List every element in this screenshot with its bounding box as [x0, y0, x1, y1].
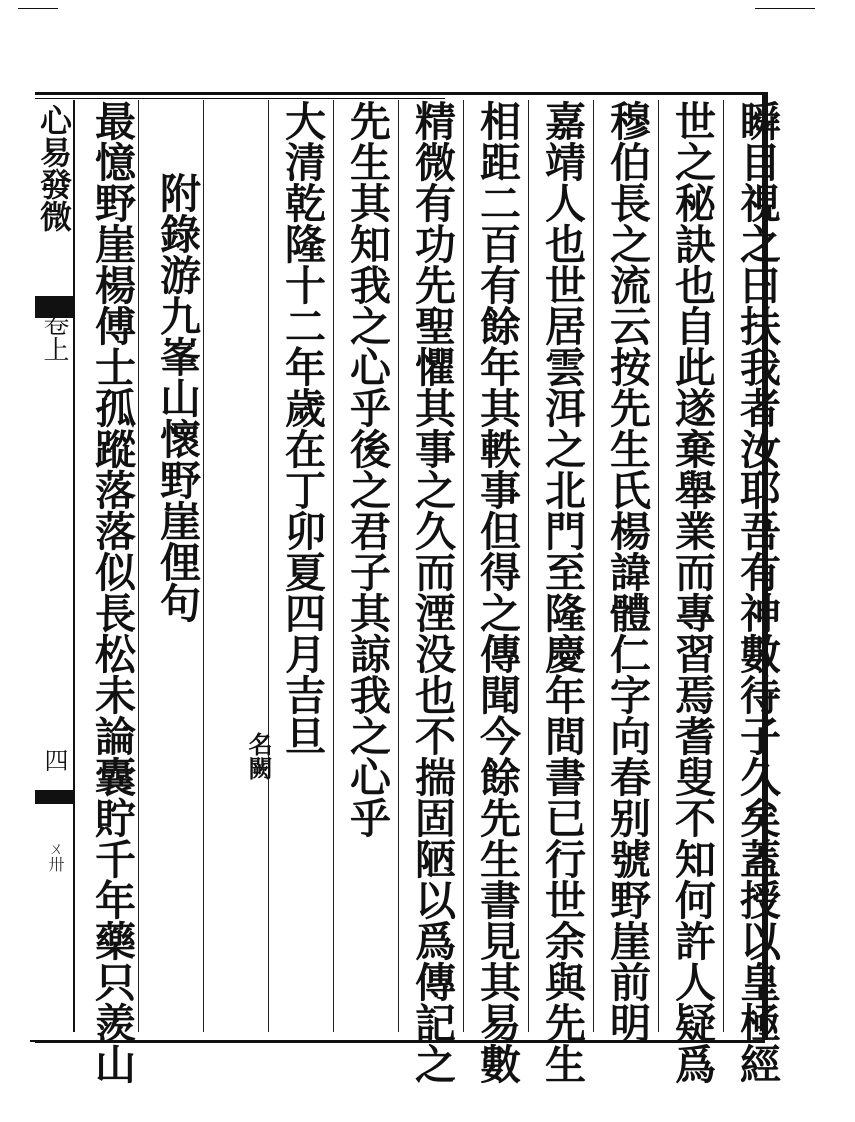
text-column-poem: 最憶野崖楊傅士孤蹤落落似長松未論囊貯千年藥只羨山 [88, 100, 136, 1084]
column-rule [268, 100, 269, 1032]
column-rule [528, 100, 529, 1032]
page-frame [35, 92, 781, 1084]
frame-top-inner-border [35, 98, 445, 99]
book-margin-strip [35, 100, 75, 1032]
text-column-8: 大清乾隆十二年歲在丁卯夏四月吉旦 [278, 100, 326, 756]
scan-corner-mark [18, 8, 58, 9]
fishtail-mark [35, 790, 73, 804]
column-rule [658, 100, 659, 1032]
signature-note: 名闕 [244, 732, 273, 780]
text-column-9 [205, 100, 267, 1030]
text-column-5: 相距二百有餘年其軼事但得之傳聞今餘先生書見其易數 [473, 100, 521, 1084]
text-column-2: 世之秘訣也自此遂棄舉業而專習焉耆叟不知何許人疑爲 [668, 100, 716, 1084]
text-column-1: 瞬目視之曰扶我者汝耶吾有神數待子久矣蓋授以皇極經 [733, 100, 781, 1084]
text-column-3: 穆伯長之流云按先生氏楊諱體仁字向春别號野崖前明 [603, 100, 651, 1043]
column-rule [333, 100, 334, 1032]
column-rule [723, 100, 724, 1032]
text-column-6: 精微有功先聖懼其事之久而湮没也不揣固陋以爲傳記之 [408, 100, 456, 1084]
text-column-7: 先生其知我之心乎後之君子其諒我之心乎 [343, 100, 391, 838]
scan-corner-mark [755, 8, 815, 9]
margin-volume-label: 卷上 [39, 310, 69, 362]
text-column-4: 嘉靖人也世居雲洱之北門至隆慶年間書已行世余與先生 [538, 100, 586, 1084]
frame-top-border [35, 92, 765, 95]
margin-book-title: 心易發微 [35, 104, 73, 232]
column-rule [398, 100, 399, 1032]
margin-printer-mark: ㄨ卅 [46, 840, 65, 872]
margin-page-number: 四 [40, 748, 68, 772]
appendix-heading: 附錄游九峯山懷野崖俚句 [153, 172, 201, 623]
column-rule [593, 100, 594, 1032]
column-rule [463, 100, 464, 1032]
